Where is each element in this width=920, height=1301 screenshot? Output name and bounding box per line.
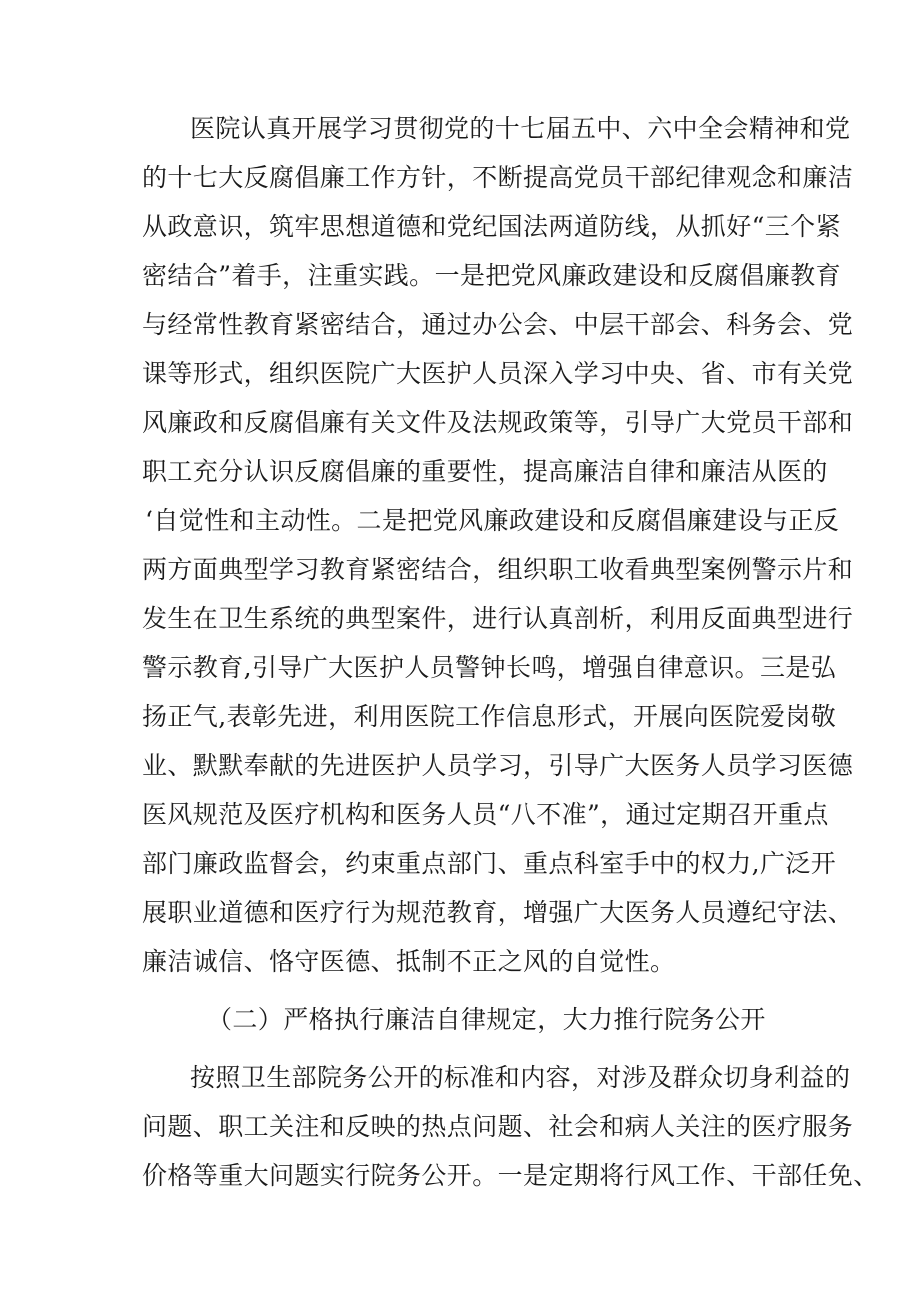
paragraph-1-line-1: 医院认真开展学习贯彻党的十七届五中、六中全会精神和党 — [190, 114, 851, 143]
paragraph-1-line-11: 发生在卫生系统的典型案件，进行认真剖析，利用反面典型进行 — [142, 604, 854, 633]
paragraph-1-line-3: 从政意识，筑牢思想道德和党纪国法两道防线，从抓好“三个紧 — [142, 212, 841, 241]
section-heading: （二）严格执行廉洁自律规定，大力推行院务公开 — [207, 1005, 766, 1034]
paragraph-1-line-15: 医风规范及医疗机构和医务人员“八不准”，通过定期召开重点 — [142, 800, 829, 829]
paragraph-2-line-2: 问题、职工关注和反映的热点问题、社会和病人关注的医疗服务 — [142, 1112, 854, 1141]
paragraph-1-line-13: 扬正气,表彰先进，利用医院工作信息形式，开展向医院爱岗敬 — [142, 702, 837, 731]
paragraph-1-line-9: ‘自觉性和主动性。二是把党风廉政建设和反腐倡廉建设与正反 — [145, 506, 840, 535]
paragraph-1-line-6: 课等形式，组织医院广大医护人员深入学习中央、省、市有关党 — [142, 359, 854, 388]
paragraph-1-line-5: 与经常性教育紧密结合，通过办公会、中层干部会、科务会、党 — [142, 310, 854, 339]
paragraph-1-line-4: 密结合”着手，注重实践。一是把党风廉政建设和反腐倡廉教育 — [142, 261, 841, 290]
paragraph-1-line-14: 业、默默奉献的先进医护人员学习，引导广大医务人员学习医德 — [142, 751, 854, 780]
paragraph-1-line-10: 两方面典型学习教育紧密结合，组织职工收看典型案例警示片和 — [142, 555, 854, 584]
paragraph-1-line-16: 部门廉政监督会，约束重点部门、重点科室手中的权力,广泛开 — [142, 849, 837, 878]
paragraph-2-line-1: 按照卫生部院务公开的标准和内容，对涉及群众切身利益的 — [190, 1063, 851, 1092]
paragraph-1-line-12: 警示教育,引导广大医护人员警钟长鸣，增强自律意识。三是弘 — [142, 653, 837, 682]
paragraph-1-line-8: 职工充分认识反腐倡廉的重要性，提高廉洁自律和廉洁从医的 — [142, 457, 828, 486]
paragraph-2-line-3: 价格等重大问题实行院务公开。一是定期将行风工作、干部任免、 — [142, 1161, 879, 1190]
paragraph-1-line-18: 廉洁诚信、恪守医德、抵制不正之风的自觉性。 — [142, 947, 676, 976]
paragraph-1-line-17: 展职业道德和医疗行为规范教育，增强广大医务人员遵纪守法、 — [142, 898, 854, 927]
paragraph-1-line-7: 风廉政和反腐倡廉有关文件及法规政策等，引导广大党员干部和 — [142, 408, 854, 437]
paragraph-1-line-2: 的十七大反腐倡廉工作方针，不断提高党员干部纪律观念和廉洁 — [142, 163, 854, 192]
